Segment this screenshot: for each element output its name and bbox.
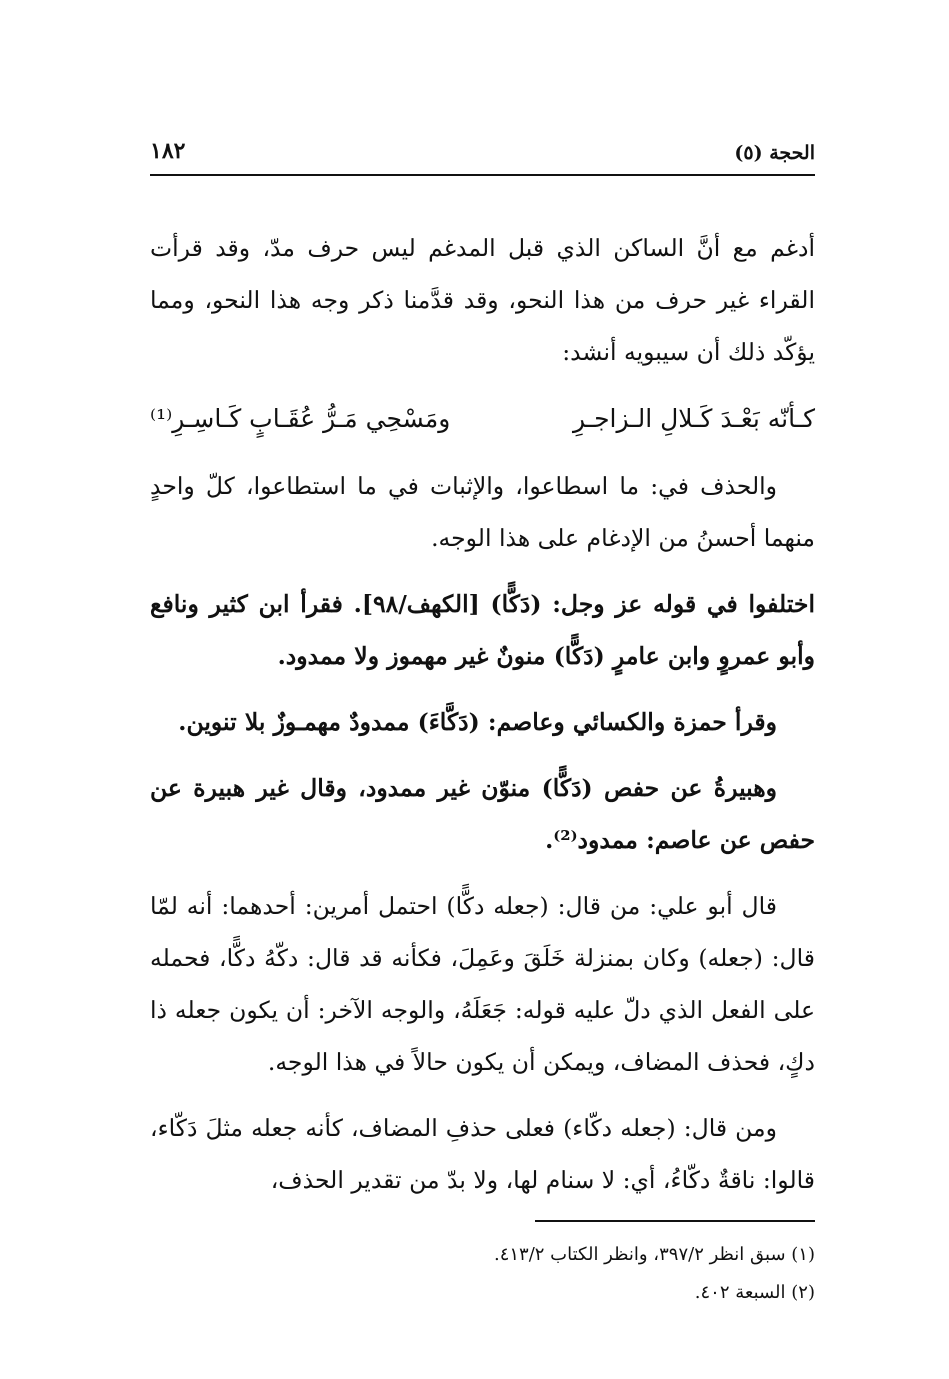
footnotes (150, 1220, 815, 1312)
footnote-2: (٢) السبعة ٤٠٢. (694, 1282, 815, 1303)
verse-second-hemistich: ومَسْحِي مَـرُّ عُقَـابٍ كَـاسِـرِ⁽¹⁾ (150, 404, 451, 433)
paragraph-7-commentary: ومن قال: (جعله دكّاء) فعلى حذفِ المضاف، كأنه جعله مثلَ دَكّاء، قالوا: ناقةٌ دكّاءُ، أي: لا سنام لها، ولا بدّ من تقدير الحذف، (150, 1114, 815, 1194)
paragraph-6-commentary: قال أبو علي: من قال: (جعله دكًّا) احتمل أمرين: أحدهما: أنه لمّا قال: (جعله) وكان بمنزلة خَلَقَ وعَمِلَ، فكأنه قد قال: دكّهُ دكًّا، فحمله على الفعل الذي دلّ عليه قوله: جَعَلَهُ، والوجه الآخر: أن يكون جعله ذا دكٍ، فحذف المضاف، ويمكن أن يكون حالاً في هذا الوجه. (150, 892, 815, 1076)
document-page (150, 130, 815, 1312)
paragraph-1: أدغم مع أنَّ الساكن الذي قبل المدغم ليس حرف مدّ، وقد قرأت القراء غير حرف من هذا النحو، وقد قدَّمنا ذكر وجه هذا النحو، ومما يؤكّد ذلك أن سيبويه أنشد: (150, 234, 815, 366)
paragraph-5-reading-variants: وهبيرةُ عن حفص (دَكًّا) منوّن غير ممدود، وقال غير هبيرة عن حفص عن عاصم: ممدود⁽²⁾. (150, 774, 815, 854)
footnote-rule (535, 1220, 815, 1222)
poetry-verse (150, 392, 815, 446)
verse-first-hemistich: كـأنّه بَعْـدَ كَـلالِ الـزاجـرِ (572, 404, 815, 433)
paragraph-3-reading-variants: اختلفوا في قوله عز وجل: (دَكًّا) [الكهف/٩٨]. فقرأ ابن كثير ونافع وأبو عمروٍ وابن عامرٍ (دَكًّا) منونٌ غير مهموز ولا ممدود. (150, 590, 815, 670)
footnote-1: (١) سبق انظر ٣٩٧/٢، وانظر الكتاب ٤١٣/٢. (493, 1244, 815, 1265)
page-header (150, 130, 815, 176)
page-number: ١٨٢ (150, 138, 186, 164)
running-title: الحجة (٥) (734, 142, 815, 164)
paragraph-4-reading-variants: وقرأ حمزة والكسائي وعاصم: (دَكَّاءَ) ممدودٌ مهمـوزٌ بلا تنوين. (178, 708, 777, 736)
paragraph-2: والحذف في: ما اسطاعوا، والإثبات في ما استطاعوا، كلّ واحدٍ منهما أحسنُ من الإدغام على هذا الوجه. (150, 472, 815, 552)
page-body (150, 222, 815, 1206)
